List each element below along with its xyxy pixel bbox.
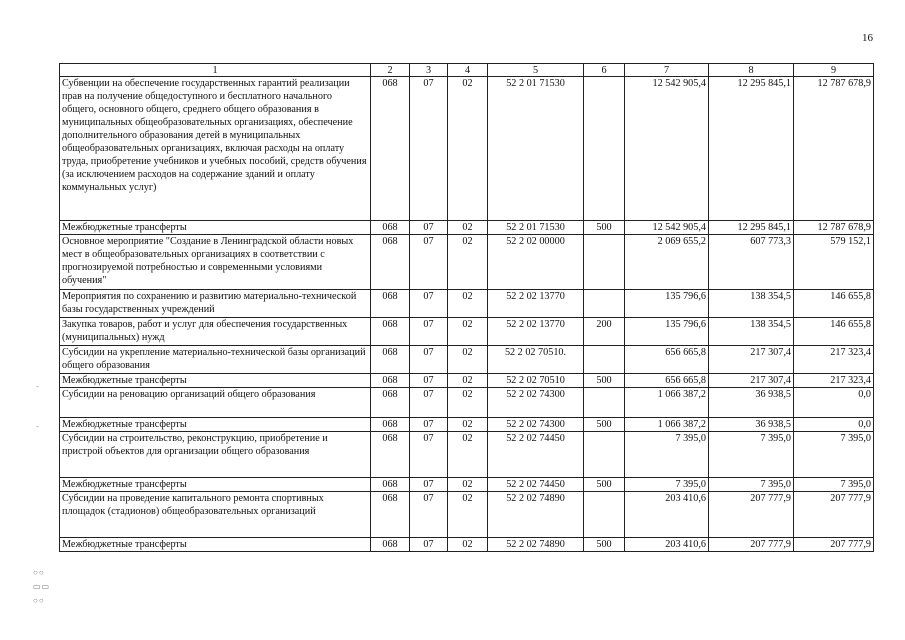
- amount-year-3: 7 395,0: [794, 432, 874, 478]
- row-name: Основное мероприятие "Создание в Ленинградской области новых мест в общеобразовательных организациях в соответствии с прогнозируемой потребностью и современными условиями обучения": [60, 235, 371, 290]
- amount-year-1: 7 395,0: [625, 432, 709, 478]
- section-code: 07: [410, 346, 448, 374]
- chapter-code: 068: [371, 235, 410, 290]
- expense-type-code: 200: [584, 318, 625, 346]
- scan-artifact: ▭▭: [33, 582, 51, 591]
- chapter-code: 068: [371, 492, 410, 538]
- amount-year-2: 607 773,3: [709, 235, 794, 290]
- subsection-code: 02: [448, 346, 488, 374]
- section-code: 07: [410, 221, 448, 235]
- amount-year-2: 7 395,0: [709, 478, 794, 492]
- target-article-code: 52 2 02 13770: [488, 290, 584, 318]
- target-article-code: 52 2 02 70510.: [488, 346, 584, 374]
- amount-year-2: 207 777,9: [709, 538, 794, 552]
- subsection-code: 02: [448, 318, 488, 346]
- table-row: [60, 538, 874, 552]
- amount-year-1: 12 542 905,4: [625, 77, 709, 221]
- expense-type-code: 500: [584, 374, 625, 388]
- table-row: [60, 290, 874, 318]
- margin-mark: -: [36, 422, 39, 431]
- col-header: 9: [794, 64, 874, 77]
- col-header: 2: [371, 64, 410, 77]
- col-header: 1: [60, 64, 371, 77]
- subsection-code: 02: [448, 432, 488, 478]
- col-header: 7: [625, 64, 709, 77]
- subsection-code: 02: [448, 374, 488, 388]
- row-name: Межбюджетные трансферты: [60, 221, 371, 235]
- amount-year-1: 656 665,8: [625, 374, 709, 388]
- amount-year-1: 203 410,6: [625, 538, 709, 552]
- expense-type-code: [584, 432, 625, 478]
- chapter-code: 068: [371, 346, 410, 374]
- section-code: 07: [410, 388, 448, 418]
- amount-year-3: 217 323,4: [794, 346, 874, 374]
- section-code: 07: [410, 492, 448, 538]
- amount-year-1: 12 542 905,4: [625, 221, 709, 235]
- subsection-code: 02: [448, 418, 488, 432]
- amount-year-3: 207 777,9: [794, 538, 874, 552]
- amount-year-3: 146 655,8: [794, 318, 874, 346]
- section-code: 07: [410, 235, 448, 290]
- subsection-code: 02: [448, 478, 488, 492]
- col-header: 4: [448, 64, 488, 77]
- row-name: Субсидии на строительство, реконструкцию, приобретение и пристрой объектов для организации общего образования: [60, 432, 371, 478]
- amount-year-3: 217 323,4: [794, 374, 874, 388]
- page-number: 16: [862, 32, 873, 44]
- target-article-code: 52 2 02 74300: [488, 388, 584, 418]
- target-article-code: 52 2 01 71530: [488, 221, 584, 235]
- amount-year-1: 1 066 387,2: [625, 418, 709, 432]
- table-row: [60, 221, 874, 235]
- target-article-code: 52 2 02 13770: [488, 318, 584, 346]
- row-name: Субсидии на проведение капитального ремонта спортивных площадок (стадионов) общеобразовательных организаций: [60, 492, 371, 538]
- amount-year-3: 7 395,0: [794, 478, 874, 492]
- col-header: 5: [488, 64, 584, 77]
- section-code: 07: [410, 432, 448, 478]
- table-row: [60, 318, 874, 346]
- section-code: 07: [410, 290, 448, 318]
- chapter-code: 068: [371, 432, 410, 478]
- table-row: [60, 374, 874, 388]
- table-row: [60, 346, 874, 374]
- amount-year-1: 135 796,6: [625, 318, 709, 346]
- table-row: [60, 77, 874, 221]
- target-article-code: 52 2 02 74450: [488, 478, 584, 492]
- chapter-code: 068: [371, 538, 410, 552]
- row-name: Межбюджетные трансферты: [60, 418, 371, 432]
- chapter-code: 068: [371, 318, 410, 346]
- chapter-code: 068: [371, 221, 410, 235]
- amount-year-2: 36 938,5: [709, 418, 794, 432]
- expense-type-code: 500: [584, 418, 625, 432]
- amount-year-2: 7 395,0: [709, 432, 794, 478]
- expense-type-code: [584, 77, 625, 221]
- chapter-code: 068: [371, 478, 410, 492]
- amount-year-2: 36 938,5: [709, 388, 794, 418]
- scan-artifact: ○○: [33, 568, 45, 577]
- amount-year-1: 2 069 655,2: [625, 235, 709, 290]
- table-row: [60, 492, 874, 538]
- amount-year-3: 207 777,9: [794, 492, 874, 538]
- amount-year-1: 1 066 387,2: [625, 388, 709, 418]
- chapter-code: 068: [371, 374, 410, 388]
- table-row: [60, 478, 874, 492]
- subsection-code: 02: [448, 77, 488, 221]
- subsection-code: 02: [448, 290, 488, 318]
- row-name: Субвенции на обеспечение государственных гарантий реализации прав на получение общедоступного и бесплатного начального общего, основного общего, среднего общего образования в муниципальных общеобразовательных организациях, обеспечение дополнительного образования детей в муниципальных общеобразовательных организациях, включая расходы на оплату труда, приобретение учебников и учебных пособий, средств обучения (за исключением расходов на содержание зданий и оплату коммунальных услуг): [60, 77, 371, 221]
- amount-year-2: 217 307,4: [709, 374, 794, 388]
- amount-year-2: 207 777,9: [709, 492, 794, 538]
- row-name: Мероприятия по сохранению и развитию материально-технической базы государственных учреждений: [60, 290, 371, 318]
- section-code: 07: [410, 77, 448, 221]
- row-name: Межбюджетные трансферты: [60, 374, 371, 388]
- amount-year-3: 12 787 678,9: [794, 77, 874, 221]
- table-row: [60, 418, 874, 432]
- amount-year-2: 12 295 845,1: [709, 221, 794, 235]
- table-row: [60, 432, 874, 478]
- scan-artifact: ○○: [33, 596, 45, 605]
- amount-year-1: 656 665,8: [625, 346, 709, 374]
- margin-mark: -: [36, 382, 39, 391]
- chapter-code: 068: [371, 418, 410, 432]
- amount-year-1: 7 395,0: [625, 478, 709, 492]
- subsection-code: 02: [448, 221, 488, 235]
- expense-type-code: [584, 346, 625, 374]
- chapter-code: 068: [371, 388, 410, 418]
- table-row: [60, 388, 874, 418]
- table-body: [60, 77, 874, 552]
- amount-year-3: 0,0: [794, 418, 874, 432]
- amount-year-3: 146 655,8: [794, 290, 874, 318]
- expense-type-code: [584, 492, 625, 538]
- col-header: 6: [584, 64, 625, 77]
- col-header: 8: [709, 64, 794, 77]
- col-header: 3: [410, 64, 448, 77]
- expense-type-code: 500: [584, 221, 625, 235]
- expense-type-code: 500: [584, 538, 625, 552]
- expense-type-code: 500: [584, 478, 625, 492]
- header-row: [60, 64, 874, 77]
- row-name: Закупка товаров, работ и услуг для обеспечения государственных (муниципальных) нужд: [60, 318, 371, 346]
- target-article-code: 52 2 02 74890: [488, 492, 584, 538]
- chapter-code: 068: [371, 77, 410, 221]
- amount-year-1: 203 410,6: [625, 492, 709, 538]
- expense-type-code: [584, 388, 625, 418]
- amount-year-3: 0,0: [794, 388, 874, 418]
- section-code: 07: [410, 418, 448, 432]
- target-article-code: 52 2 02 74300: [488, 418, 584, 432]
- subsection-code: 02: [448, 492, 488, 538]
- section-code: 07: [410, 538, 448, 552]
- row-name: Субсидии на укрепление материально-технической базы организаций общего образования: [60, 346, 371, 374]
- chapter-code: 068: [371, 290, 410, 318]
- target-article-code: 52 2 01 71530: [488, 77, 584, 221]
- subsection-code: 02: [448, 388, 488, 418]
- amount-year-2: 138 354,5: [709, 290, 794, 318]
- amount-year-2: 138 354,5: [709, 318, 794, 346]
- row-name: Субсидии на реновацию организаций общего образования: [60, 388, 371, 418]
- expense-type-code: [584, 290, 625, 318]
- row-name: Межбюджетные трансферты: [60, 538, 371, 552]
- subsection-code: 02: [448, 235, 488, 290]
- subsection-code: 02: [448, 538, 488, 552]
- table-row: [60, 235, 874, 290]
- expense-type-code: [584, 235, 625, 290]
- budget-table: [59, 63, 874, 552]
- amount-year-3: 579 152,1: [794, 235, 874, 290]
- section-code: 07: [410, 374, 448, 388]
- target-article-code: 52 2 02 70510: [488, 374, 584, 388]
- amount-year-3: 12 787 678,9: [794, 221, 874, 235]
- target-article-code: 52 2 02 00000: [488, 235, 584, 290]
- section-code: 07: [410, 318, 448, 346]
- amount-year-2: 12 295 845,1: [709, 77, 794, 221]
- target-article-code: 52 2 02 74890: [488, 538, 584, 552]
- section-code: 07: [410, 478, 448, 492]
- amount-year-2: 217 307,4: [709, 346, 794, 374]
- row-name: Межбюджетные трансферты: [60, 478, 371, 492]
- amount-year-1: 135 796,6: [625, 290, 709, 318]
- target-article-code: 52 2 02 74450: [488, 432, 584, 478]
